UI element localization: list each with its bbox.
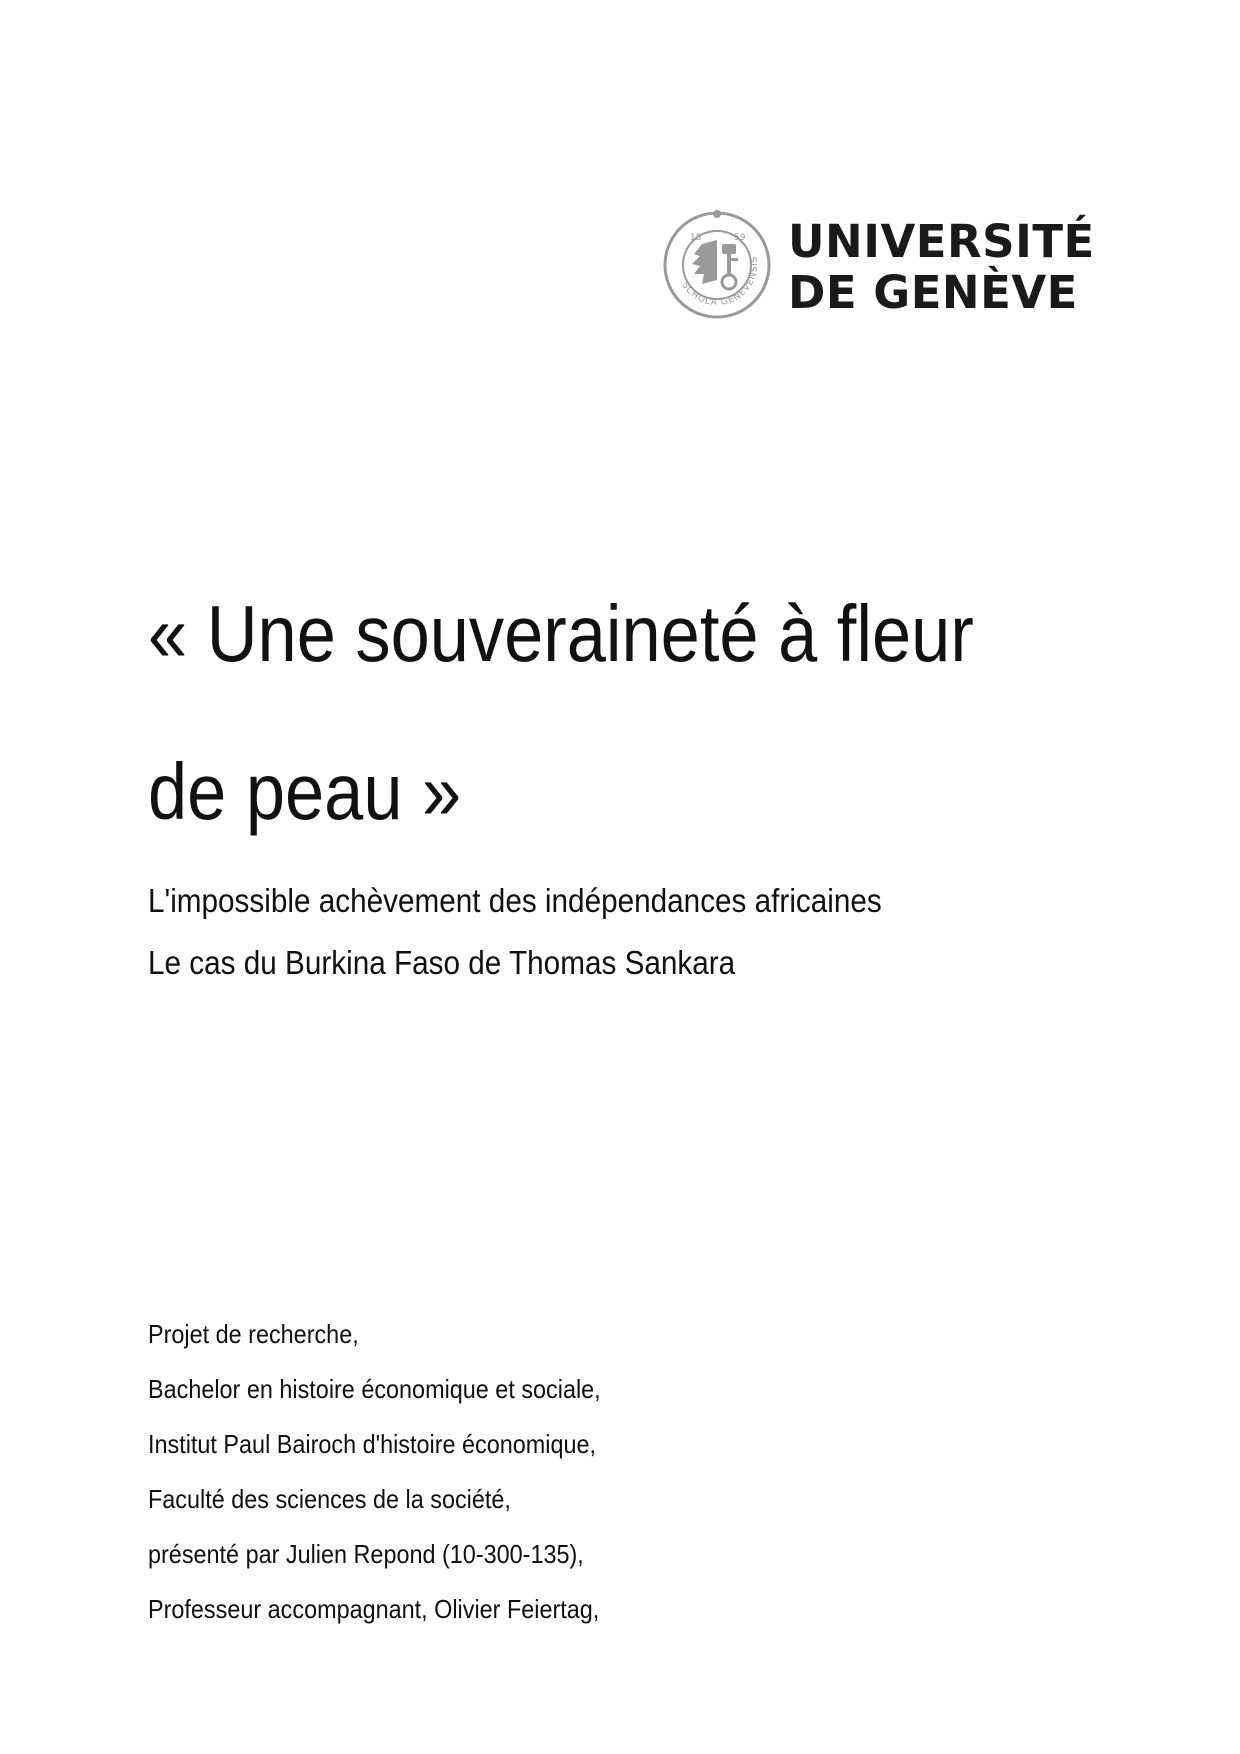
document-details <box>148 1307 601 1637</box>
subtitle-line2: Le cas du Burkina Faso de Thomas Sankara <box>148 944 736 981</box>
subtitle-line1: L'impossible achèvement des indépendances africaines <box>148 882 882 919</box>
university-name-line1: UNIVERSITÉ <box>788 215 1095 268</box>
seal-text: SCHOLA GENEVENSIS <box>679 255 761 309</box>
university-name <box>788 216 1095 318</box>
detail-line: Professeur accompagnant, Olivier Feiertag, <box>148 1594 600 1624</box>
title-line1: « Une souveraineté à fleur <box>148 589 974 678</box>
detail-line: Projet de recherche, <box>148 1319 359 1349</box>
university-name-line2: DE GENÈVE <box>788 266 1078 319</box>
document-subtitle <box>148 870 882 994</box>
detail-line: Bachelor en histoire économique et sociale, <box>148 1374 601 1404</box>
seal-year-right: 59 <box>734 233 746 243</box>
detail-line: présenté par Julien Repond (10-300-135), <box>148 1539 584 1569</box>
title-line2: de peau » <box>148 747 462 836</box>
document-title <box>148 555 1028 871</box>
detail-line: Faculté des sciences de la société, <box>148 1484 511 1514</box>
university-logo <box>662 210 1095 330</box>
detail-line: Institut Paul Bairoch d'histoire économique, <box>148 1429 597 1459</box>
university-seal-icon <box>662 210 772 320</box>
seal-year-left: 15 <box>690 233 702 243</box>
